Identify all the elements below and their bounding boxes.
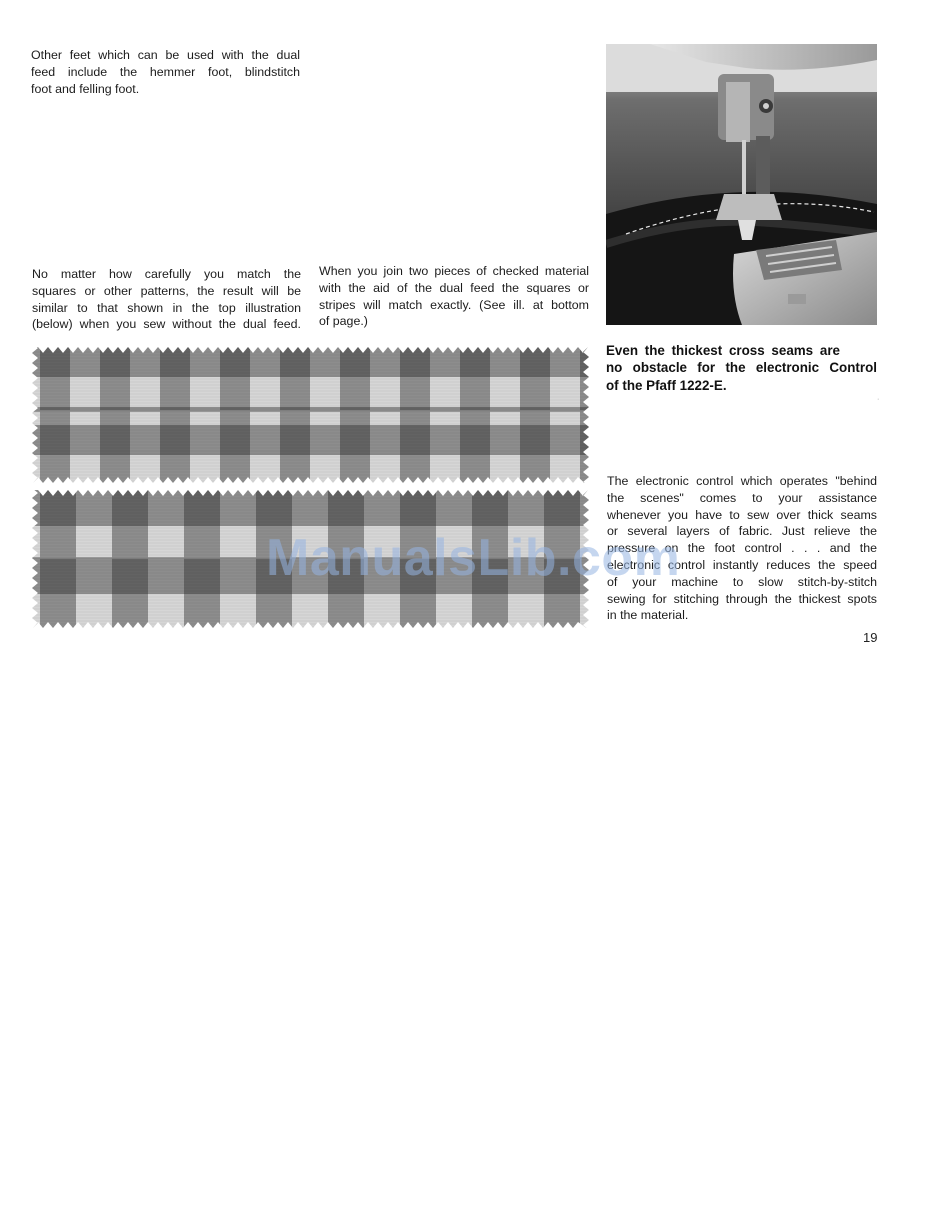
paragraph-line: of your machine to slow stitch-by-stitch xyxy=(607,574,877,589)
paragraph-line: The electronic control which operates "behind xyxy=(607,474,877,488)
paragraph-line: electronic control instantly reduces the speed xyxy=(607,557,877,572)
paragraph-line: with the aid of the dual feed the squares or xyxy=(319,280,589,295)
with-dual-feed-paragraph xyxy=(319,263,589,330)
intro-line: feed include the hemmer foot, blindstitch xyxy=(31,64,300,79)
paragraph-line: squares or other patterns, the result will be xyxy=(32,283,301,298)
paragraph-line: (below) when you sew without the dual feed. xyxy=(32,317,301,332)
page-number: 19 xyxy=(863,630,878,645)
paragraph-line: stripes will match exactly. (See ill. at bottom xyxy=(319,297,589,312)
checked-fabric-mismatched-illustration xyxy=(32,347,589,483)
paragraph-line: in the material. xyxy=(607,608,689,623)
caption-line: Even the thickest cross seams are xyxy=(606,343,840,358)
photo-caption xyxy=(606,342,877,394)
paragraph-line: When you join two pieces of checked material xyxy=(319,264,589,278)
intro-paragraph xyxy=(31,47,300,97)
paragraph-line: or several layers of fabric. Just relieve the xyxy=(607,524,877,539)
watermark: ManualsLib.com xyxy=(266,529,681,587)
paragraph-line: similar to that shown in the top illustration xyxy=(32,300,301,315)
paragraph-line: No matter how carefully you match the xyxy=(32,267,301,281)
intro-line: Other feet which can be used with the dual xyxy=(31,48,300,62)
without-dual-feed-paragraph xyxy=(32,266,301,333)
fabric-pattern xyxy=(32,347,589,483)
scan-mark: · xyxy=(877,396,880,403)
intro-line: foot and felling foot. xyxy=(31,81,140,96)
paragraph-line: whenever you have to sew over thick seams xyxy=(607,507,877,522)
paragraph-line: pressure on the foot control . . . and the xyxy=(607,541,877,556)
paragraph-line: sewing for stitching through the thickest spots xyxy=(607,591,877,606)
caption-line: of the Pfaff 1222-E. xyxy=(606,377,727,393)
paragraph-line: the scenes" comes to your assistance xyxy=(607,490,877,505)
sewing-machine-photo xyxy=(606,44,877,325)
paragraph-line: of page.) xyxy=(319,314,368,329)
caption-line: no obstacle for the electronic Control xyxy=(606,360,877,376)
